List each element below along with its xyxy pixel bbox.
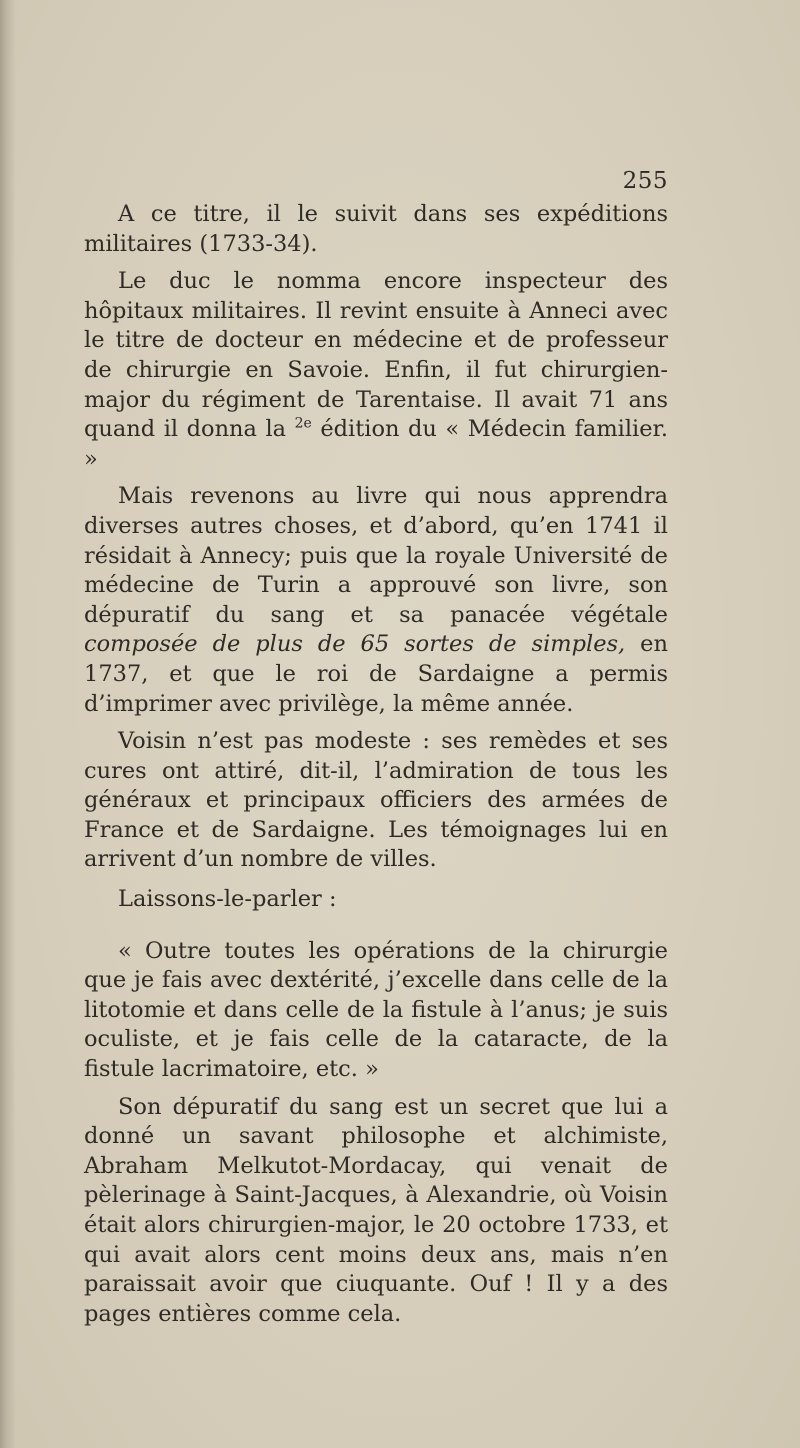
paragraph-3-italic: composée de plus de 65 sortes de simples,	[84, 631, 626, 658]
paragraph-2	[84, 267, 668, 474]
paragraph-3	[84, 482, 668, 719]
quotation-paragraph: « Outre toutes les opérations de la chirurgie que je fais avec dextérité, j’excelle dans celle de la litotomie et dans celle de la fistule à l’anus; je suis oculiste, et je fais celle de la cataracte, de la fistule lacrimatoire, etc. »	[84, 937, 668, 1083]
paragraph-7: Son dépuratif du sang est un secret que lui a donné un savant philosophe et alchimiste, Abraham Melkutot-Mordacay, qui venait de pèlerinage à Saint-Jacques, à Alexandrie, où Voisin était alors chirurgien-major, le 20 octobre 1733, et qui avait alors cent moins deux ans, mais n’en paraissait avoir que ciuquante. Ouf ! Il y a des pages entières comme cela.	[84, 1093, 668, 1327]
paragraph-1: A ce titre, il le suivit dans ses expéditions militaires (1733-34).	[84, 201, 668, 257]
paragraph-2-text-end: édition du « Médecin familier. »	[84, 416, 668, 472]
paragraph-5: Laissons-le-parler :	[118, 886, 337, 913]
body-text	[84, 200, 668, 1329]
edition-superscript: 2e	[294, 415, 312, 432]
paragraph-4: Voisin n’est pas modeste : ses remèdes et ses cures ont attiré, dit-il, l’admiration de tous les généraux et principaux officiers des armées de France et de Sardaigne. Les témoignages lui en arrivent d’un nombre de villes.	[84, 728, 668, 873]
binding-shadow	[0, 0, 16, 1448]
page-number: 255	[622, 168, 668, 194]
paragraph-2-text: Le duc le nomma encore inspecteur des hôpitaux militaires. Il revint ensuite à Anneci avec le titre de docteur en médecine et de professeur de chirurgie en Savoie. Enfin, il fut chirurgien-major du régiment de Tarentaise. Il avait 71 ans quand il donna la	[84, 268, 668, 443]
paragraph-3-text: Mais revenons au livre qui nous apprendra diverses autres choses, et d’abord, qu’en 1741 il résidait à Annecy; puis que la royale Université de médecine de Turin a approuvé son livre, son dépuratif du sang et sa panacée végétale	[84, 483, 668, 628]
paragraph-3-text-end: en 1737, et que le roi de Sardaigne a permis d’imprimer avec privilège, la même année.	[84, 631, 668, 717]
